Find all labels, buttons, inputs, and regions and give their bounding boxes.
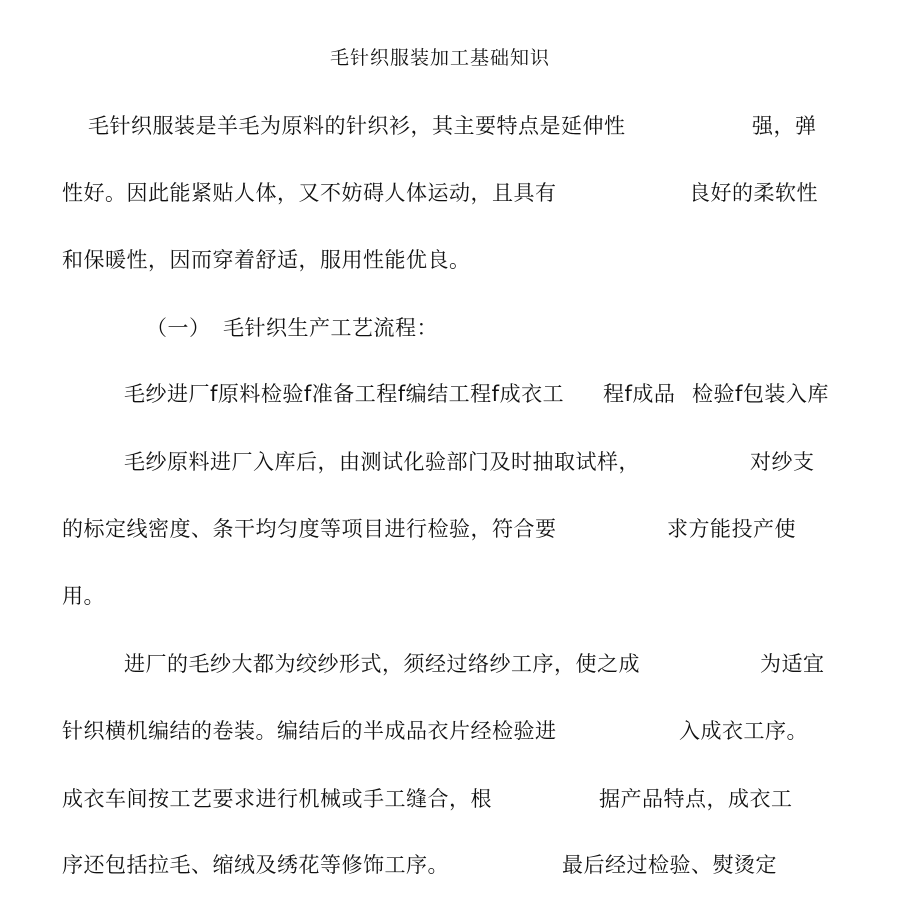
paragraph-2-line-2-text-b: 求方能投产使 [667, 517, 796, 541]
paragraph-1-line-1-text-b: 强，弹 [752, 114, 817, 138]
section-heading [146, 315, 546, 341]
paragraph-1-line-1 [88, 113, 868, 139]
paragraph-2-line-2 [62, 516, 842, 542]
paragraph-1-line-3: 和保暖性，因而穿着舒适，服用性能优良。 [62, 248, 471, 272]
paragraph-1-line-2-text-b: 良好的柔软性 [689, 181, 818, 205]
paragraph-3-line-3 [62, 786, 842, 812]
paragraph-3-line-3-text-a: 成衣车间按工艺要求进行机械或手工缝合，根 [62, 787, 492, 811]
paragraph-3-line-2 [62, 718, 842, 744]
document-title: 毛针织服装加工基础知识 [330, 47, 551, 69]
paragraph-2-line-1-text-b: 对纱支 [750, 450, 815, 474]
paragraph-3-line-4-text-b: 最后经过检验、熨烫定 [562, 853, 777, 877]
paragraph-3-line-3-text-b: 据产品特点，成衣工 [599, 787, 793, 811]
paragraph-1-line-2 [62, 180, 862, 206]
paragraph-3-line-2-text-a: 针织横机编结的卷装。编结后的半成品衣片经检验进 [62, 719, 557, 743]
paragraph-3-line-1 [124, 651, 844, 677]
process-flow [124, 381, 904, 407]
paragraph-3-line-1-text-b: 为适宜 [760, 652, 825, 676]
paragraph-3-line-2-text-b: 入成衣工序。 [679, 719, 808, 743]
process-flow-text-b: 程f成品 [603, 382, 676, 406]
process-flow-text-a: 毛纱进厂f原料检验f准备工程f编结工程f成衣工 [124, 382, 565, 406]
section-title: 毛针织生产工艺流程： [223, 316, 438, 340]
paragraph-1-line-1-text-a: 毛针织服装是羊毛为原料的针织衫，其主要特点是延伸性 [88, 114, 626, 138]
process-flow-text-c: 检验f包装入库 [692, 382, 829, 406]
paragraph-2-line-2-text-a: 的标定线密度、条干均匀度等项目进行检验，符合要 [62, 517, 557, 541]
paragraph-2-line-1-text-a: 毛纱原料进厂入库后，由测试化验部门及时抽取试样， [124, 450, 640, 474]
paragraph-2-line-3: 用。 [62, 584, 105, 608]
paragraph-2-line-1 [124, 449, 844, 475]
paragraph-3-line-1-text-a: 进厂的毛纱大都为绞纱形式，须经过络纱工序，使之成 [124, 652, 640, 676]
paragraph-1-line-2-text-a: 性好。因此能紧贴人体，又不妨碍人体运动，且具有 [62, 181, 557, 205]
section-number: （一） [146, 316, 211, 340]
paragraph-3-line-4-text-a: 序还包括拉毛、缩绒及绣花等修饰工序。 [62, 853, 449, 877]
paragraph-3-line-4 [62, 852, 842, 878]
